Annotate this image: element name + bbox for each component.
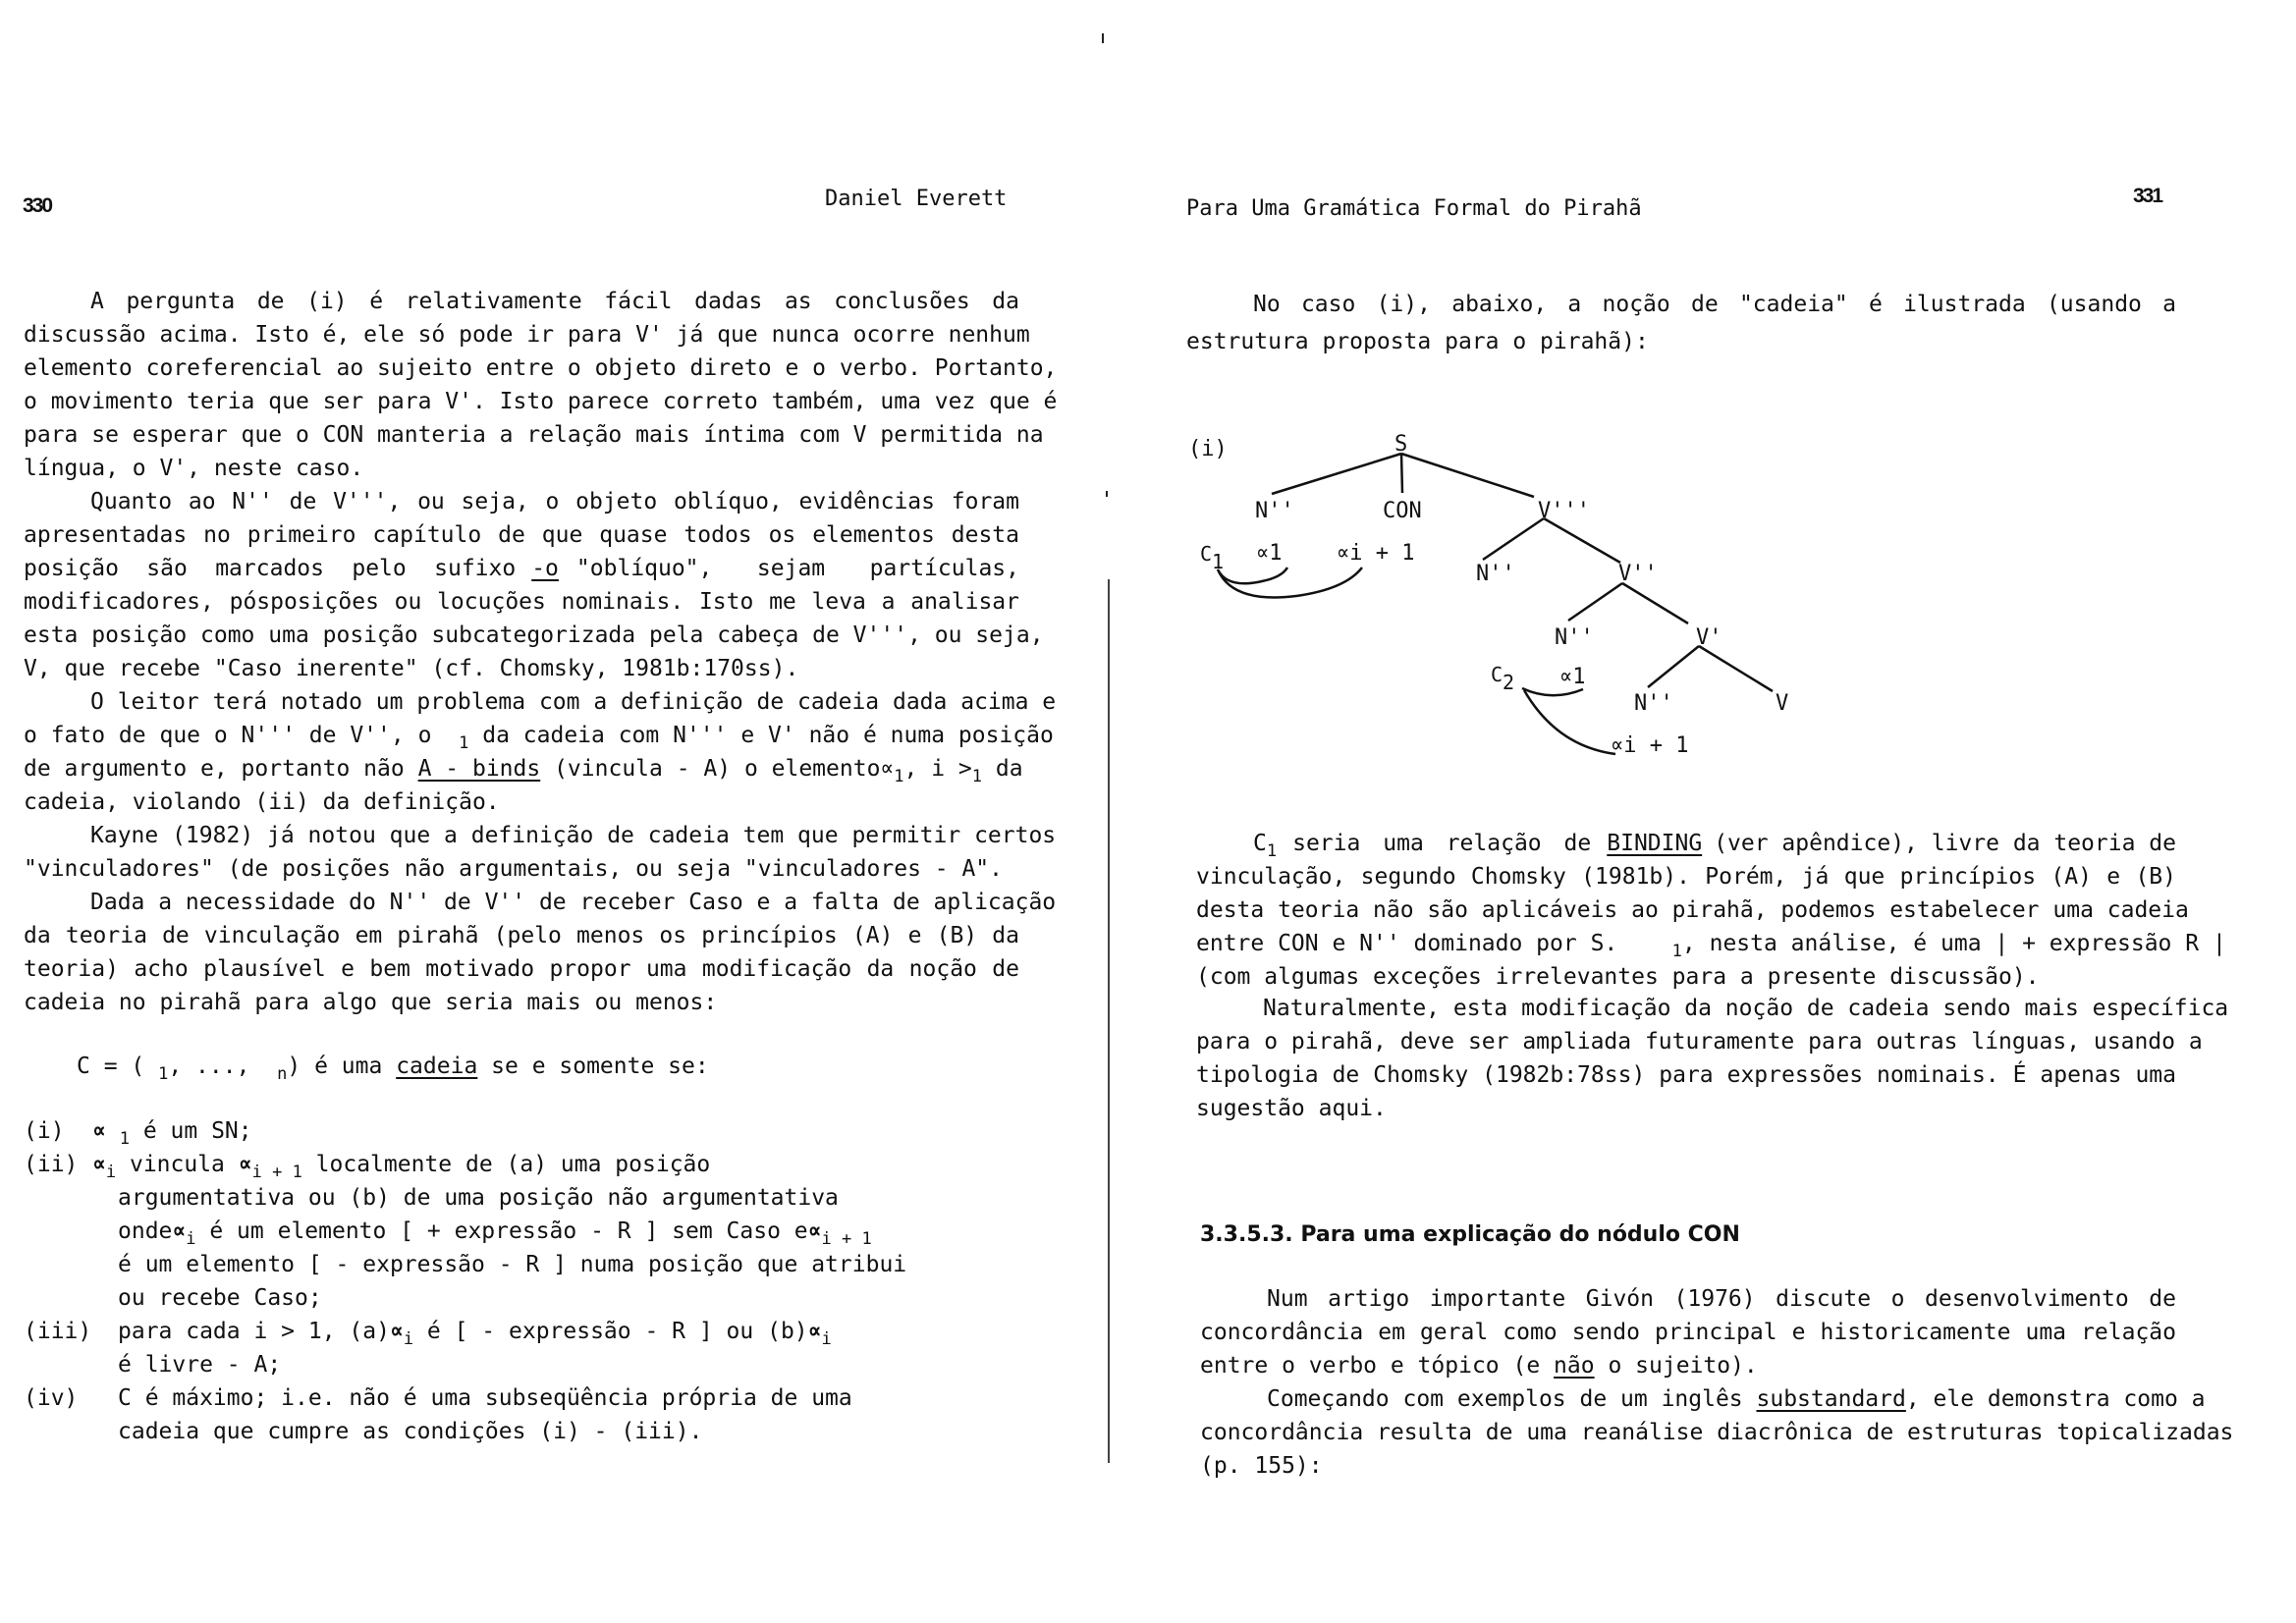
running-head-left: Daniel Everett (825, 187, 1008, 211)
branch-line (1568, 583, 1622, 621)
text-line: Kayne (1982) já notou que a definição de cadeia tem que permitir certos (90, 823, 1057, 848)
node-V2: V'' (1618, 562, 1658, 586)
text-line: estrutura proposta para o pirahã): (1186, 329, 1649, 354)
subscript: i (403, 1329, 414, 1349)
text-line (1200, 1352, 1758, 1380)
node-S: S (1394, 432, 1408, 457)
text-segment: posição são marcados pelo sufixo (24, 556, 517, 581)
branch-line (1401, 454, 1534, 497)
text-line: O leitor terá notado um problema com a definição de cadeia dada acima e (90, 689, 1057, 715)
scan-mark (1102, 33, 1104, 43)
text-segment: ) é uma (287, 1054, 383, 1079)
text-segment: é um SN; (142, 1118, 252, 1144)
node-CON: CON (1383, 499, 1422, 523)
running-head-right: Para Uma Gramática Formal do Pirahã (1186, 196, 1642, 221)
subscript: n (277, 1064, 288, 1084)
node-V3: V''' (1538, 499, 1590, 523)
branch-line (1648, 646, 1699, 687)
text-line: Num artigo importante Givón (1976) discute o desenvolvimento de (1267, 1286, 2176, 1312)
text-line: língua, o V', neste caso. (24, 456, 364, 481)
subscript: 1 (1671, 942, 1682, 961)
node-V: V (1776, 691, 1789, 716)
text-line: vinculação, segundo Chomsky (1981b). Porém, já que princípios (A) e (B) (1196, 864, 2176, 890)
substandard-term: substandard (1756, 1386, 1906, 1412)
text-segment: da (995, 756, 1023, 782)
text-segment: seria uma relação de (1292, 831, 1592, 856)
text-segment: , ele demonstra como a (1905, 1386, 2206, 1412)
branch-line (1401, 454, 1402, 493)
text-line (24, 555, 1019, 582)
gutter-dot (1106, 491, 1108, 497)
chain1-label: C1 (1200, 542, 1225, 573)
text-segment: para cada i > 1, (a) (118, 1319, 390, 1344)
a-binds-term: A - binds (417, 756, 541, 782)
text-line: cadeia no pirahã para algo que seria mais ou menos: (24, 990, 718, 1015)
chain2-arc-long (1524, 690, 1615, 754)
alpha-symbol: ∝ (807, 1218, 822, 1244)
node-N2: N'' (1555, 625, 1594, 650)
text-segment: é um elemento [ + expressão - R ] sem Caso e (209, 1218, 808, 1244)
text-segment: vincula (129, 1152, 225, 1177)
text-segment: é [ - expressão - R ] ou (b) (426, 1319, 808, 1344)
text-line (1267, 1385, 2206, 1413)
text-segment: (vincula - A) o elemento (554, 756, 881, 782)
condition-label: (iii) (24, 1319, 92, 1344)
condition-ii-cont (118, 1217, 872, 1249)
condition-ii-cont: ou recebe Caso; (118, 1285, 322, 1311)
text-line: da teoria de vinculação em pirahã (pelo menos os princípios (A) e (B) da (24, 923, 1019, 948)
condition-ii-cont: argumentativa ou (b) de uma posição não argumentativa (118, 1185, 839, 1211)
text-line: Naturalmente, esta modificação da noção de cadeia sendo mais específica (1263, 996, 2229, 1021)
branch-line (1699, 646, 1773, 691)
subscript: i (105, 1163, 117, 1182)
text-line: modificadores, pósposições ou locuções nominais. Isto me leva a analisar (24, 589, 1019, 615)
text-line: elemento coreferencial ao sujeito entre o objeto direto e o verbo. Portanto, (24, 355, 1058, 381)
alpha-symbol: ∝ (880, 756, 895, 782)
text-segment: C = ( (77, 1054, 145, 1079)
text-line: V, que recebe "Caso inerente" (cf. Chomsky, 1981b:170ss). (24, 656, 799, 681)
text-line: Dada a necessidade do N'' de V'' de receber Caso e a falta de aplicação (90, 890, 1057, 915)
text-segment: o fato de que o N''' de V'', o (24, 723, 432, 748)
branch-line (1622, 583, 1688, 623)
subscript: 1 (158, 1064, 169, 1084)
text-line (24, 755, 1023, 786)
alpha-symbol: ∝ (172, 1218, 187, 1244)
condition-ii-cont: é um elemento [ - expressão - R ] numa posição que atribui (118, 1252, 907, 1277)
subscript: i + 1 (251, 1163, 302, 1182)
nao-emphasis: não (1554, 1353, 1595, 1379)
branch-line (1272, 454, 1401, 494)
cadeia-term: cadeia (396, 1054, 478, 1079)
alpha-symbol: ∝ (92, 1118, 106, 1144)
subscript: 1 (894, 767, 904, 786)
text-line: cadeia, violando (ii) da definição. (24, 789, 500, 815)
condition-label: (i) (24, 1118, 65, 1144)
condition-iii-cont: é livre - A; (118, 1352, 282, 1378)
syntax-tree (1169, 412, 1876, 776)
text-line (1196, 930, 2226, 961)
subscript: 1 (459, 733, 469, 753)
text-line: o movimento teria que ser para V'. Isto parece correto também, uma vez que é (24, 389, 1058, 414)
text-segment: "oblíquo", sejam partículas, (575, 556, 1019, 581)
chain1-alpha-i1: ∝i + 1 (1337, 541, 1415, 566)
page-number-right: 331 (2133, 185, 2162, 207)
chain1-arc-short (1218, 568, 1287, 583)
text-segment: , i > (903, 756, 972, 782)
text-segment (1253, 830, 1278, 861)
binding-term: BINDING (1607, 831, 1703, 856)
gutter-line (1108, 579, 1110, 1463)
condition-i (24, 1117, 252, 1149)
node-N2: N'' (1634, 691, 1673, 716)
chain1-alpha1: ∝1 (1256, 541, 1283, 566)
tree-branches (1272, 454, 1773, 691)
text-segment: , ..., (168, 1054, 250, 1079)
condition-iv (24, 1384, 852, 1412)
alpha-symbol: ∝ (389, 1319, 404, 1344)
condition-ii (24, 1151, 711, 1182)
text-line: "vinculadores" (de posições não argumentais, ou seja "vinculadores - A". (24, 856, 1003, 882)
subscript: 1 (119, 1129, 130, 1149)
condition-label: (ii) (24, 1152, 79, 1177)
condition-iv-cont: cadeia que cumpre as condições (i) - (iii). (118, 1419, 703, 1444)
text-segment: da cadeia com N''' e V' não é numa posição (482, 723, 1054, 748)
text-segment: entre CON e N'' dominado por S. (1196, 931, 1618, 956)
text-segment: o sujeito). (1608, 1353, 1758, 1379)
text-line: teoria) acho plausível e bem motivado propor uma modificação da noção de (24, 956, 1019, 982)
chain2-alpha-i1: ∝i + 1 (1611, 733, 1689, 758)
text-segment: onde (118, 1218, 173, 1244)
node-V1: V' (1696, 625, 1722, 650)
chain-definition (77, 1053, 709, 1084)
text-segment: localmente de (a) uma posição (315, 1152, 711, 1177)
text-line: (com algumas exceções irrelevantes para a presente discussão). (1196, 964, 2040, 990)
condition-iii (24, 1318, 832, 1349)
alpha-symbol: ∝ (92, 1152, 106, 1177)
text-line: discussão acima. Isto é, ele só pode ir para V' já que nunca ocorre nenhum (24, 322, 1030, 348)
text-segment: (ver apêndice), livre da teoria de (1714, 831, 2176, 856)
text-line: A pergunta de (i) é relativamente fácil dadas as conclusões da (90, 289, 1019, 314)
chain2-arc-short (1522, 688, 1583, 695)
c-symbol: C (1253, 831, 1267, 856)
section-heading: 3.3.5.3. Para uma explicação do nódulo CON (1200, 1222, 1740, 1247)
text-segment: de argumento e, portanto não (24, 756, 405, 782)
condition-label: (iv) (24, 1385, 79, 1411)
text-line: para se esperar que o CON manteria a relação mais íntima com V permitida na (24, 422, 1044, 448)
text-line: Quanto ao N'' de V''', ou seja, o objeto oblíquo, evidências foram (90, 489, 1019, 514)
text-line: tipologia de Chomsky (1982b:78ss) para expressões nominais. É apenas uma (1196, 1062, 2176, 1088)
page-number-left: 330 (23, 194, 52, 217)
text-line (1253, 830, 2176, 861)
text-segment: C é máximo; i.e. não é uma subseqüência própria de uma (118, 1385, 852, 1411)
example-label: (i) (1188, 437, 1228, 461)
branch-line (1483, 518, 1544, 560)
text-line: concordância resulta de uma reanálise diacrônica de estruturas topicalizadas (1200, 1420, 2234, 1445)
subscript: 1 (1266, 841, 1278, 861)
subscript: i (186, 1229, 196, 1249)
node-N2: N'' (1476, 562, 1515, 586)
chain2-alpha1: ∝1 (1559, 665, 1586, 689)
text-line: apresentadas no primeiro capítulo de que quase todos os elementos desta (24, 522, 1019, 548)
chain2-label: C2 (1491, 663, 1515, 694)
text-segment: , nesta análise, é uma | + expressão R | (1681, 931, 2226, 956)
text-segment: entre o verbo e tópico (e (1200, 1353, 1541, 1379)
text-line (24, 722, 1054, 753)
suffix-o: -o (531, 556, 559, 581)
text-line: para o pirahã, deve ser ampliada futuramente para outras línguas, usando a (1196, 1029, 2203, 1055)
text-line: esta posição como uma posição subcategorizada pela cabeça de V''', ou seja, (24, 622, 1044, 648)
branch-line (1544, 518, 1620, 563)
node-N2: N'' (1255, 499, 1294, 523)
text-segment: se e somente se: (491, 1054, 709, 1079)
text-line: concordância em geral como sendo principal e historicamente uma relação (1200, 1320, 2176, 1345)
subscript: i (821, 1329, 832, 1349)
text-line: (p. 155): (1200, 1453, 1323, 1479)
text-line: desta teoria não são aplicáveis ao pirahã, podemos estabelecer uma cadeia (1196, 897, 2189, 923)
text-segment: Começando com exemplos de um inglês (1267, 1386, 1743, 1412)
alpha-symbol: ∝ (807, 1319, 822, 1344)
subscript: 1 (971, 767, 983, 786)
text-line: sugestão aqui. (1196, 1096, 1387, 1121)
text-line: No caso (i), abaixo, a noção de "cadeia" é ilustrada (usando a (1253, 292, 2176, 317)
subscript: i + 1 (821, 1229, 872, 1249)
alpha-symbol: ∝ (238, 1152, 252, 1177)
